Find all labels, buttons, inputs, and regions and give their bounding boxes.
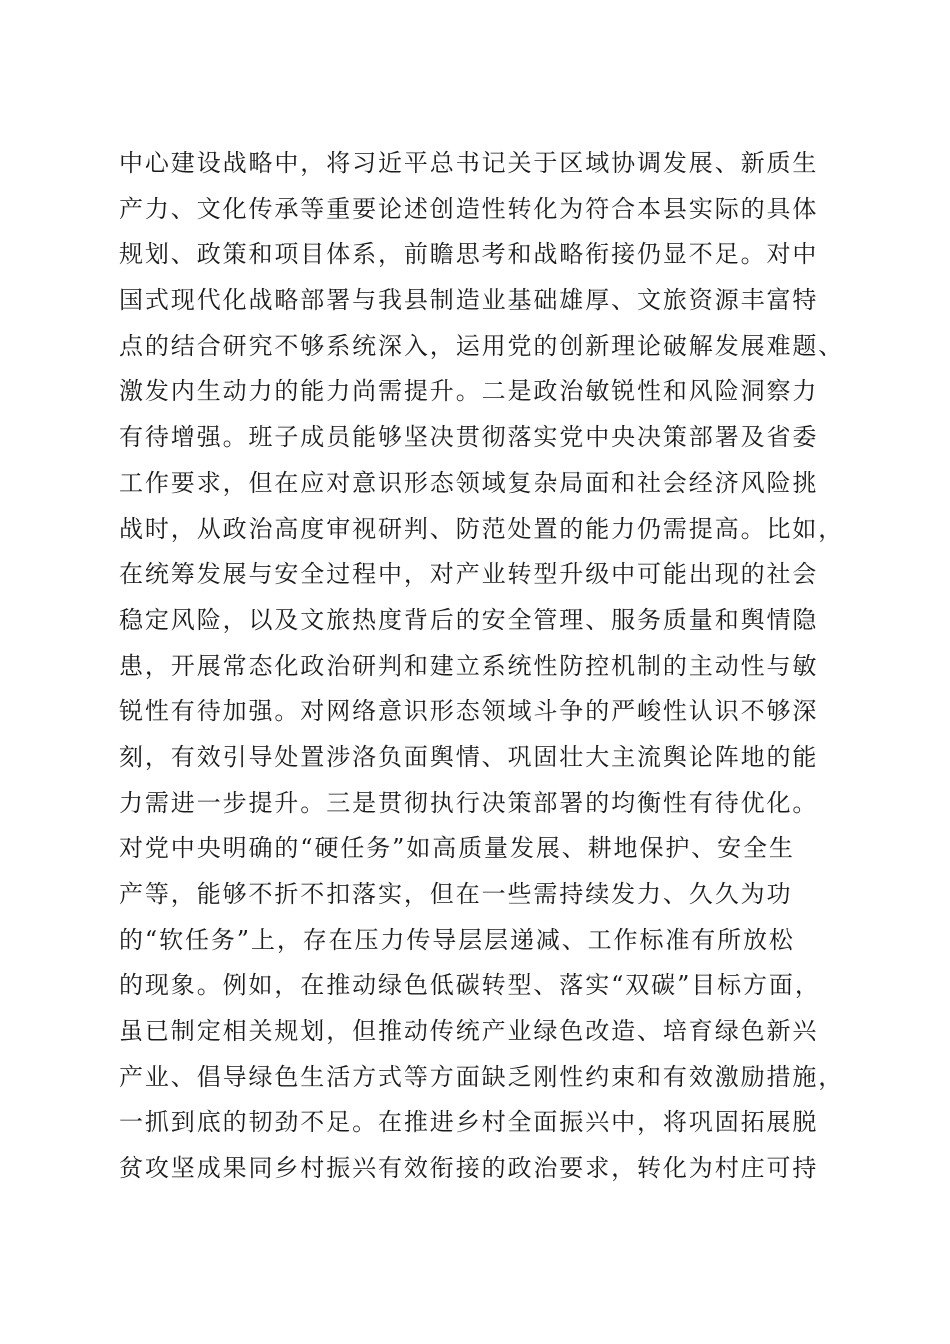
text-line: 刻，有效引导处置涉洛负面舆情、巩固壮大主流舆论阵地的能 (119, 742, 819, 771)
text-line: 的现象。例如，在推动绿色低碳转型、落实“双碳”目标方面， (119, 971, 821, 1000)
text-line: 产业、倡导绿色生活方式等方面缺乏刚性约束和有效激励措施， (119, 1062, 845, 1091)
text-line: 工作要求，但在应对意识形态领域复杂局面和社会经济风险挑 (119, 468, 819, 497)
text-line: 点的结合研究不够系统深入，运用党的创新理论破解发展难题、 (119, 331, 845, 360)
text-line: 有待增强。班子成员能够坚决贯彻落实党中央决策部署及省委 (119, 423, 819, 452)
text-line: 战时，从政治高度审视研判、防范处置的能力仍需提高。比如， (119, 514, 845, 543)
text-line: 在统筹发展与安全过程中，对产业转型升级中可能出现的社会 (119, 560, 819, 589)
body-paragraph (119, 141, 849, 1192)
text-line: 产等，能够不折不扣落实，但在一些需持续发力、久久为功 (119, 880, 793, 908)
text-line: 力需进一步提升。三是贯彻执行决策部署的均衡性有待优化。 (119, 788, 819, 817)
text-line: 规划、政策和项目体系，前瞻思考和战略衔接仍显不足。对中 (119, 240, 819, 269)
text-line: 的“软任务”上，存在压力传导层层递减、工作标准有所放松 (119, 925, 795, 954)
text-line: 产力、文化传承等重要论述创造性转化为符合本县实际的具体 (119, 194, 819, 223)
text-line: 国式现代化战略部署与我县制造业基础雄厚、文旅资源丰富特 (119, 286, 819, 315)
text-line: 锐性有待加强。对网络意识形态领域斗争的严峻性认识不够深 (119, 697, 819, 726)
text-line: 对党中央明确的“硬任务”如高质量发展、耕地保护、安全生 (119, 834, 795, 863)
text-line: 稳定风险，以及文旅热度背后的安全管理、服务质量和舆情隐 (119, 605, 819, 634)
text-line: 一抓到底的韧劲不足。在推进乡村全面振兴中，将巩固拓展脱 (119, 1108, 819, 1137)
text-line: 患，开展常态化政治研判和建立系统性防控机制的主动性与敏 (119, 651, 819, 680)
text-line: 中心建设战略中，将习近平总书记关于区域协调发展、新质生 (119, 149, 819, 177)
text-line: 激发内生动力的能力尚需提升。二是政治敏锐性和风险洞察力 (119, 377, 819, 406)
text-line: 贫攻坚成果同乡村振兴有效衔接的政治要求，转化为村庄可持 (119, 1154, 819, 1183)
text-line: 虽已制定相关规划，但推动传统产业绿色改造、培育绿色新兴 (119, 1017, 819, 1046)
